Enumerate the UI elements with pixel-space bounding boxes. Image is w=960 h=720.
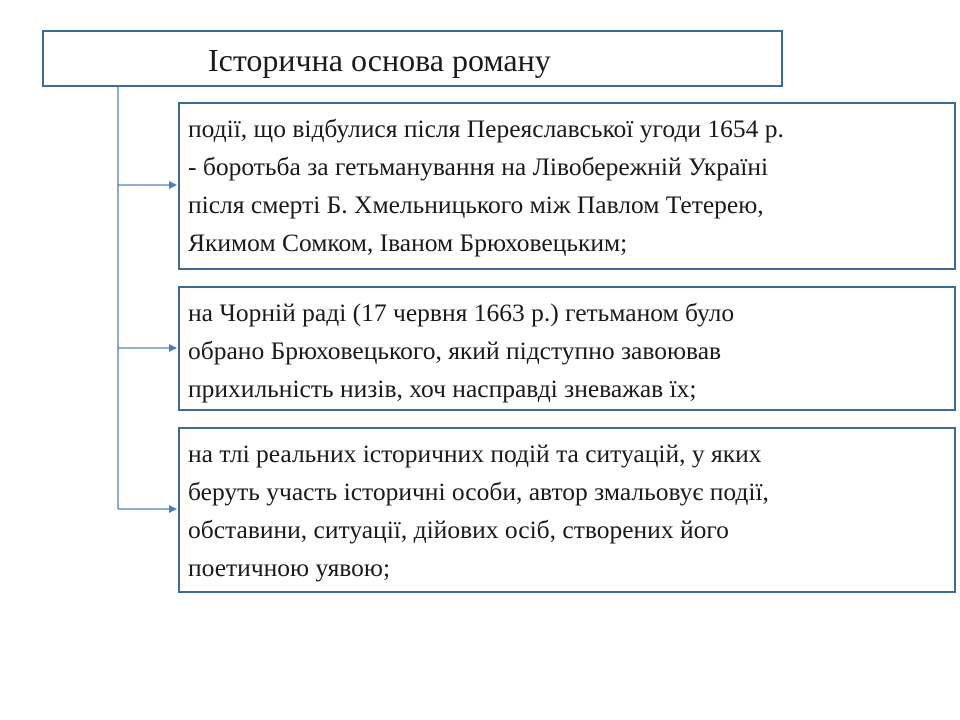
title-box <box>42 30 783 87</box>
item-box-2 <box>178 286 956 411</box>
item-box-1 <box>178 102 956 270</box>
item-box-3 <box>178 427 956 593</box>
item-text-2: на Чорній раді (17 червня 1663 р.) гетьманом було обрано Брюховецького, який підступно завоював прихильність низів, хоч насправді зневажав їх; <box>188 298 735 403</box>
item-text-3: на тлі реальних історичних подій та ситуацій, у яких беруть участь історичні особи, автор змальовує події, обставини, ситуації, дійових осіб, створених його поетичною уявою; <box>188 439 769 582</box>
item-text-1: події, що відбулися після Переяславської угоди 1654 р. - боротьба за гетьманування на Лівобережній Україні після смерті Б. Хмельницького між Павлом Тетерею, Якимом Сомком, Іваном Брюховецьким; <box>188 114 784 257</box>
diagram-title: Історична основа роману <box>208 42 551 78</box>
